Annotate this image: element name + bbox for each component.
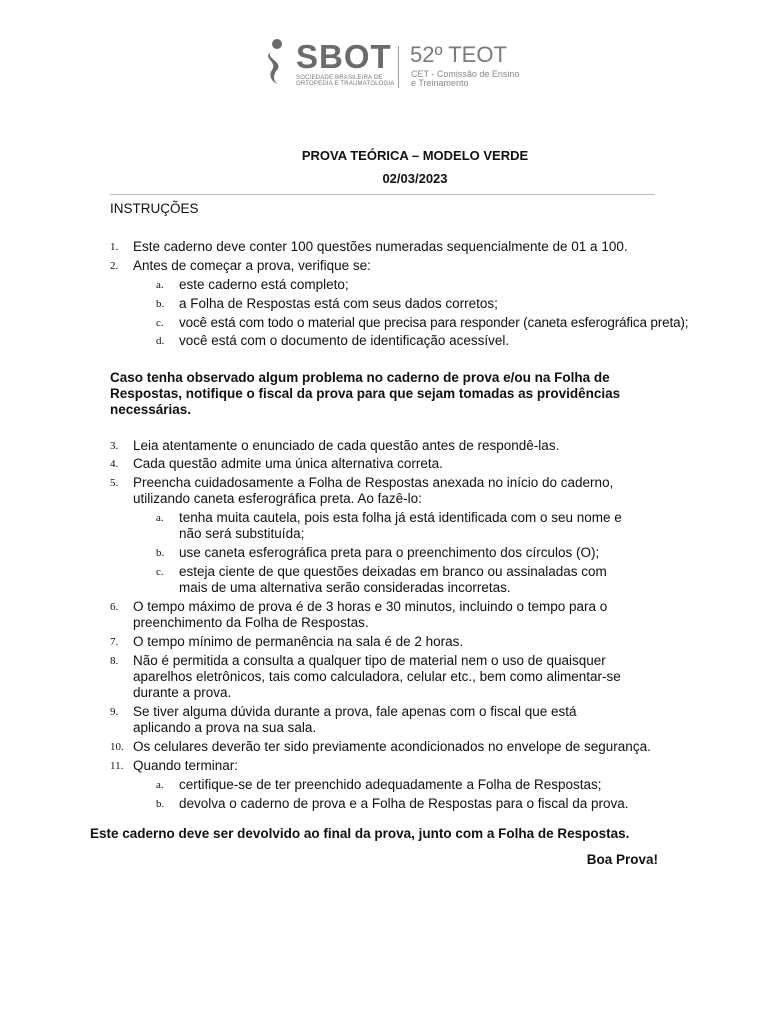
item-number: 6. [110, 601, 119, 613]
warning-line: Caso tenha observado algum problema no caderno de prova e/ou na Folha de [110, 370, 610, 385]
subitem-letter: c. [156, 566, 164, 578]
subitem-text: certifique-se de ter preenchido adequadamente a Folha de Respostas; [179, 777, 602, 792]
subitem-text: este caderno está completo; [179, 277, 349, 292]
subitem-letter: b. [156, 298, 165, 310]
item-number: 9. [110, 706, 119, 718]
item-text: aplicando a prova na sua sala. [133, 720, 317, 735]
sbot-logo-mark-icon [262, 38, 292, 86]
item-number: 1. [110, 241, 119, 253]
subitem-text: devolva o caderno de prova e a Folha de Respostas para o fiscal da prova. [179, 796, 629, 811]
item-number: 10. [110, 741, 124, 753]
item-text: Preencha cuidadosamente a Folha de Respostas anexada no início do caderno, [133, 475, 614, 490]
logo-event-sub-line1: CET - Comissão de Ensino [411, 69, 520, 79]
subitem-letter: a. [156, 512, 164, 524]
subitem-text: você está com todo o material que precisa para responder (caneta esferográfica preta); [179, 315, 689, 330]
item-text: Quando terminar: [133, 758, 239, 773]
item-text: aparelhos eletrônicos, tais como calculadora, celular etc., bem como alimentar-se [133, 669, 621, 684]
item-number: 5. [110, 477, 119, 489]
subitem-letter: b. [156, 798, 165, 810]
subitem-letter: b. [156, 547, 165, 559]
subitem-text: use caneta esferográfica preta para o preenchimento dos círculos (O); [179, 545, 600, 560]
header-divider [110, 194, 655, 195]
subitem-letter: c. [156, 317, 164, 329]
logo-event-sub-line2: e Treinamento [411, 78, 469, 88]
logo-event: 52º TEOT [410, 42, 507, 67]
item-number: 2. [110, 260, 119, 272]
subitem-text: não será substituída; [179, 526, 305, 541]
subitem-text: esteja ciente de que questões deixadas em branco ou assinaladas com [179, 564, 607, 579]
subitem-letter: a. [156, 279, 164, 291]
item-text: Este caderno deve conter 100 questões numeradas sequencialmente de 01 a 100. [133, 239, 628, 254]
item-text: O tempo máximo de prova é de 3 horas e 30 minutos, incluindo o tempo para o [133, 599, 608, 614]
item-number: 4. [110, 458, 119, 470]
closing-text: Boa Prova! [586, 852, 658, 867]
item-text: Antes de começar a prova, verifique se: [133, 258, 371, 273]
warning-line: necessárias. [110, 402, 192, 417]
item-text: Os celulares deverão ter sido previamente acondicionados no envelope de segurança. [133, 739, 651, 754]
item-text: Cada questão admite uma única alternativa correta. [133, 456, 443, 471]
item-text: Leia atentamente o enunciado de cada questão antes de respondê-las. [133, 438, 560, 453]
logo-subtitle-line1: SOCIEDADE BRASILEIRA DE [296, 75, 383, 81]
logo-subtitle-line2: ORTOPEDIA E TRAUMATOLOGIA [296, 81, 395, 87]
subitem-letter: a. [156, 779, 164, 791]
item-text: utilizando caneta esferográfica preta. Ao fazê-lo: [133, 491, 422, 506]
subitem-letter: d. [156, 335, 165, 347]
item-text: durante a prova. [133, 685, 232, 700]
item-number: 3. [110, 440, 119, 452]
item-text: Se tiver alguma dúvida durante a prova, fale apenas com o fiscal que está [133, 704, 577, 719]
instructions-heading: INSTRUÇÕES [110, 201, 199, 216]
item-text: Não é permitida a consulta a qualquer tipo de material nem o uso de quaisquer [133, 653, 606, 668]
exam-date: 02/03/2023 [382, 171, 448, 186]
item-number: 8. [110, 655, 119, 667]
subitem-text: tenha muita cautela, pois esta folha já está identificada com o seu nome e [179, 510, 622, 525]
item-number: 11. [110, 760, 124, 772]
subitem-text: mais de uma alternativa serão consideradas incorretas. [179, 580, 511, 595]
item-number: 7. [110, 636, 119, 648]
subitem-text: a Folha de Respostas está com seus dados corretos; [179, 296, 498, 311]
subitem-text: você está com o documento de identificação acessível. [179, 333, 510, 348]
logo-divider [398, 46, 399, 88]
return-note: Este caderno deve ser devolvido ao final da prova, junto com a Folha de Respostas. [90, 826, 630, 841]
page-title: PROVA TEÓRICA – MODELO VERDE [301, 148, 529, 163]
logo-brand: SBOT [296, 38, 392, 75]
item-text: O tempo mínimo de permanência na sala é de 2 horas. [133, 634, 464, 649]
item-text: preenchimento da Folha de Respostas. [133, 615, 369, 630]
warning-line: Respostas, notifique o fiscal da prova para que sejam tomadas as providências [110, 386, 621, 401]
